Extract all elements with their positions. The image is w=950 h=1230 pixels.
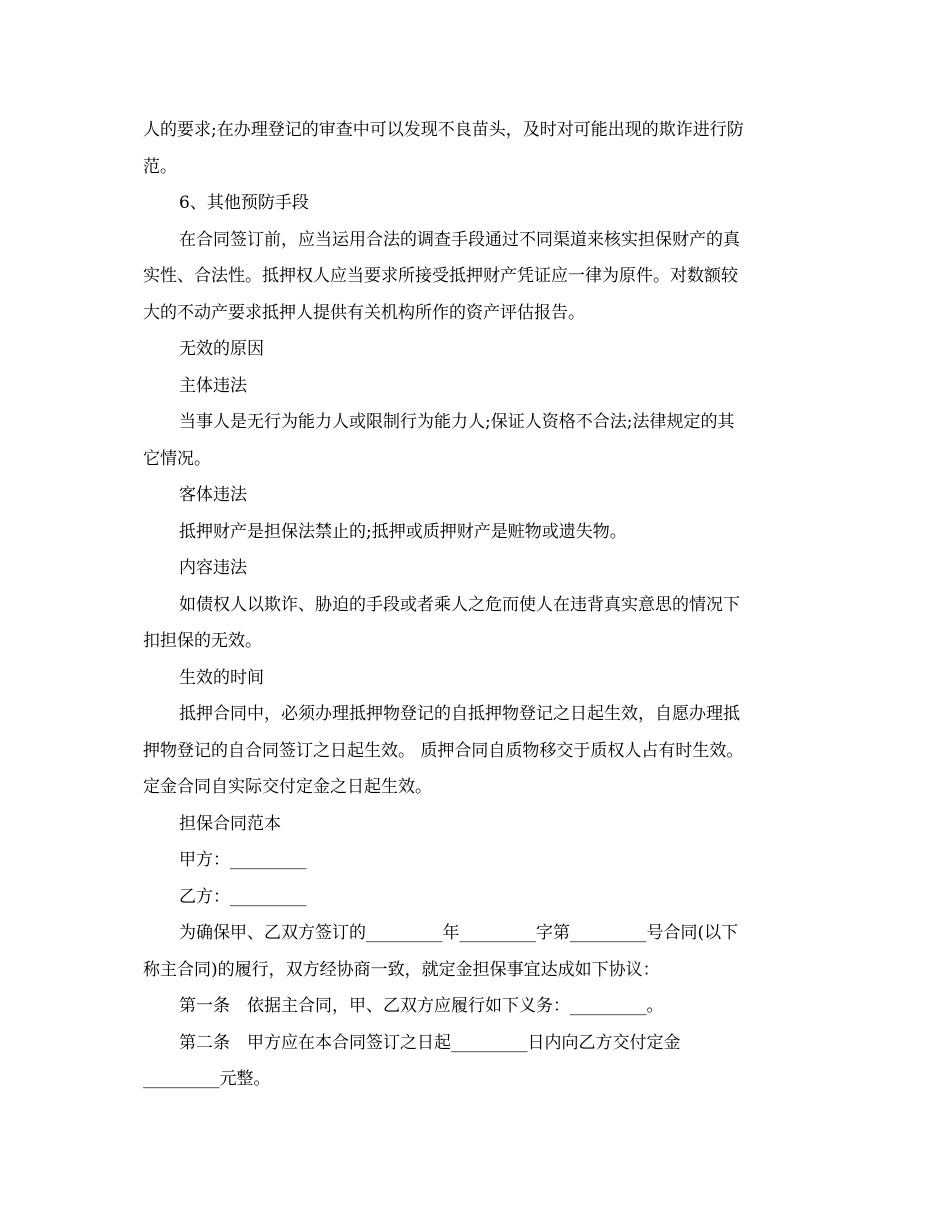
section-heading: 担保合同范本	[179, 814, 281, 834]
clause-line: 第一条 依据主合同，甲、乙双方应履行如下义务：_________。	[179, 996, 664, 1016]
section-heading: 无效的原因	[179, 339, 264, 359]
paragraph-line: 押物登记的自合同签订之日起生效。 质押合同自质物移交于质权人占有时生效。	[143, 741, 744, 761]
paragraph-line: 定金合同自实际交付定金之日起生效。	[143, 777, 432, 797]
paragraph-line: _________元整。	[143, 1069, 271, 1089]
paragraph-line: 在合同签订前，应当运用合法的调查手段通过不同渠道来核实担保财产的真	[179, 230, 740, 250]
paragraph-line: 为确保甲、乙双方签订的_________年_________字第_________号合同(以下	[179, 923, 739, 943]
paragraph-line: 人的要求;在办理登记的审查中可以发现不良苗头，及时对可能出现的欺诈进行防	[143, 120, 744, 140]
paragraph-line: 实性、合法性。抵押权人应当要求所接受抵押财产凭证应一律为原件。对数额较	[143, 266, 738, 286]
section-heading: 生效的时间	[179, 668, 264, 688]
party-a-line: 甲方：_________	[179, 850, 307, 870]
section-heading: 内容违法	[179, 558, 247, 578]
section-heading: 6、其他预防手段	[179, 193, 309, 213]
section-heading: 主体违法	[179, 376, 247, 396]
paragraph-line: 如债权人以欺诈、胁迫的手段或者乘人之危而使人在违背真实意思的情况下	[179, 595, 740, 615]
paragraph-line: 抵押财产是担保法禁止的;抵押或质押财产是赃物或遗失物。	[179, 522, 627, 542]
party-b-line: 乙方：_________	[179, 887, 307, 907]
section-heading: 客体违法	[179, 485, 247, 505]
paragraph-line: 大的不动产要求抵押人提供有关机构所作的资产评估报告。	[143, 303, 585, 323]
paragraph-line: 当事人是无行为能力人或限制行为能力人;保证人资格不合法;法律规定的其	[179, 412, 735, 432]
clause-line: 第二条 甲方应在本合同签订之日起_________日内向乙方交付定金	[179, 1033, 681, 1053]
paragraph-line: 称主合同)的履行，双方经协商一致，就定金担保事宜达成如下协议：	[143, 960, 660, 980]
paragraph-line: 范。	[143, 157, 177, 177]
paragraph-line: 它情况。	[143, 449, 211, 469]
paragraph-line: 抵押合同中，必须办理抵押物登记的自抵押物登记之日起生效，自愿办理抵	[179, 704, 740, 724]
paragraph-line: 扣担保的无效。	[143, 631, 262, 651]
